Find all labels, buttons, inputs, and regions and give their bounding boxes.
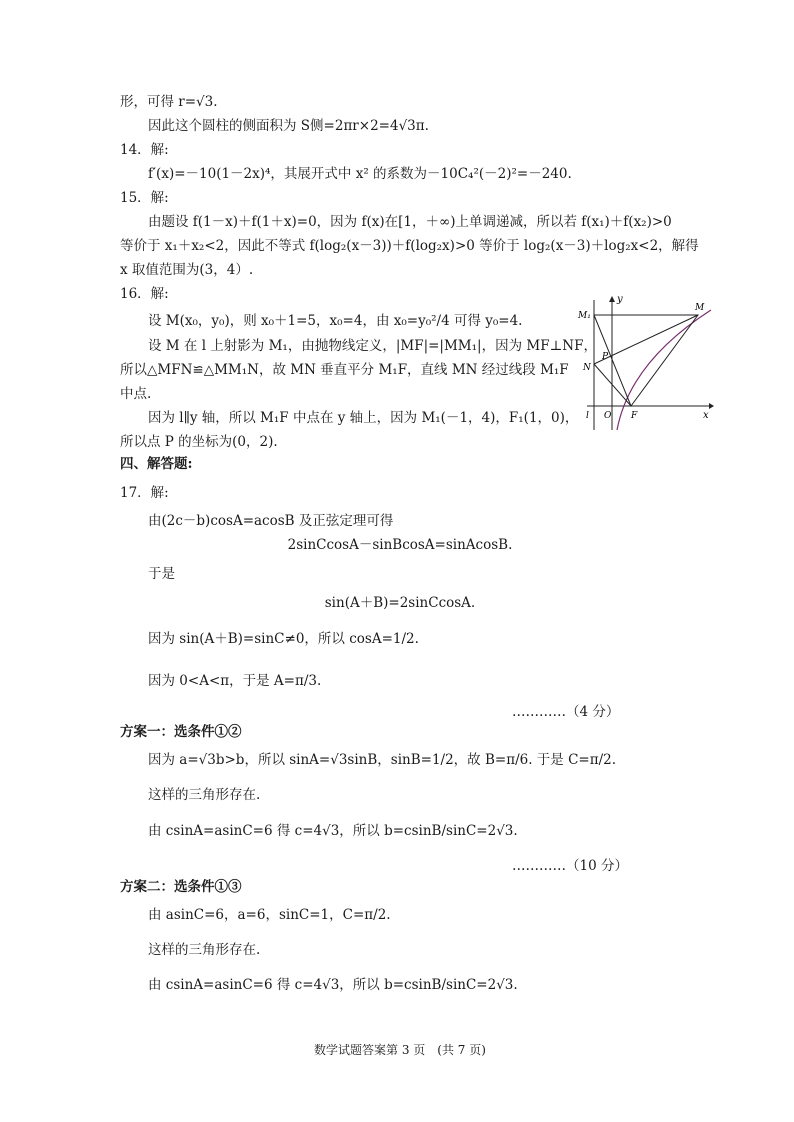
score-marker: …………（4 分） bbox=[512, 704, 620, 720]
label-y: y bbox=[617, 294, 623, 305]
text-line: 因为 a=√3b>b，所以 sinA=√3sinB，sinB=1/2，故 B=π/6. 于是 C=π/2. bbox=[148, 752, 617, 768]
text-line: 由 csinA=asinC=6 得 c=4√3，所以 b=csinB/sinC=2√3. bbox=[148, 977, 518, 993]
label-f: F bbox=[631, 411, 638, 421]
question-heading: 14．解: bbox=[120, 142, 169, 158]
label-o: O bbox=[604, 411, 612, 421]
label-n: N bbox=[583, 363, 591, 373]
x-axis-arrow-icon bbox=[709, 403, 714, 409]
question-heading: 16．解: bbox=[120, 286, 169, 302]
text-line: 这样的三角形存在. bbox=[148, 787, 261, 803]
text-line: f′(x)=－10(1－2x)⁴，其展开式中 x² 的系数为－10C₄²(－2)²=－240. bbox=[148, 166, 572, 182]
text-line: x 取值范围为(3，4）. bbox=[120, 262, 254, 278]
question-heading: 15．解: bbox=[120, 190, 169, 206]
text-line: 所以△MFN≌△MM₁N，故 MN 垂直平分 M₁F，直线 MN 经过线段 M₁F bbox=[120, 362, 569, 378]
text-line: 等价于 x₁＋x₂<2，因此不等式 f(log₂(x－3))＋f(log₂x)>0 等价于 log₂(x－3)＋log₂x<2，解得 bbox=[120, 238, 699, 254]
label-m: M bbox=[695, 303, 705, 313]
text-line: 这样的三角形存在. bbox=[148, 942, 261, 958]
y-axis-arrow-icon bbox=[609, 296, 615, 302]
text-line: 由题设 f(1－x)＋f(1＋x)=0，因为 f(x)在[1，＋∞)上单调递减，所以若 f(x₁)＋f(x₂)>0 bbox=[148, 214, 672, 230]
parabola-figure bbox=[575, 292, 715, 432]
text-line: 设 M 在 l 上射影为 M₁，由抛物线定义，|MF|=|MM₁|，因为 MF⊥NF， bbox=[148, 338, 597, 354]
text-line: 因为 sin(A＋B)=sinC≠0，所以 cosA=1/2. bbox=[148, 631, 419, 647]
plan-heading: 方案一：选条件①② bbox=[120, 724, 242, 740]
text-line: 因为 0<A<π，于是 A=π/3. bbox=[148, 673, 322, 689]
text-line: 2sinCcosA－sinBcosA=sinAcosB. bbox=[287, 537, 513, 553]
text-line: 于是 bbox=[148, 566, 175, 582]
text-line: 因为 l∥y 轴，所以 M₁F 中点在 y 轴上，因为 M₁(－1，4)，F₁(1，0)， bbox=[148, 410, 579, 426]
question-heading: 17．解: bbox=[120, 485, 169, 501]
text-line: 由 asinC=6，a=6，sinC=1，C=π/2. bbox=[148, 907, 391, 923]
label-l: l bbox=[586, 411, 589, 421]
text-line: 因此这个圆柱的侧面积为 S侧=2πr×2=4√3π. bbox=[148, 118, 429, 134]
label-m1: M₁ bbox=[578, 311, 591, 321]
score-marker: …………（10 分） bbox=[512, 858, 628, 874]
line-mn bbox=[594, 315, 698, 364]
text-line: 由(2c－b)cosA=acosB 及正弦定理可得 bbox=[148, 513, 394, 529]
label-x: x bbox=[703, 410, 709, 421]
text-line: sin(A＋B)=2sinCcosA. bbox=[324, 595, 476, 611]
page-footer: 数学试题答案第 3 页 (共 7 页) bbox=[314, 1043, 486, 1057]
section-heading: 四、解答题: bbox=[120, 456, 193, 472]
triangle-lines bbox=[594, 315, 698, 406]
plan-heading: 方案二：选条件①③ bbox=[120, 879, 242, 895]
text-line: 形，可得 r=√3. bbox=[120, 94, 218, 110]
text-line: 由 csinA=asinC=6 得 c=4√3，所以 b=csinB/sinC=2√3. bbox=[148, 823, 518, 839]
text-line: 设 M(x₀，y₀)，则 x₀＋1=5，x₀=4，由 x₀=y₀²/4 可得 y₀=4. bbox=[148, 313, 523, 329]
text-line: 中点. bbox=[120, 386, 152, 402]
label-p: P bbox=[602, 352, 609, 362]
text-line: 所以点 P 的坐标为(0，2). bbox=[120, 434, 278, 450]
